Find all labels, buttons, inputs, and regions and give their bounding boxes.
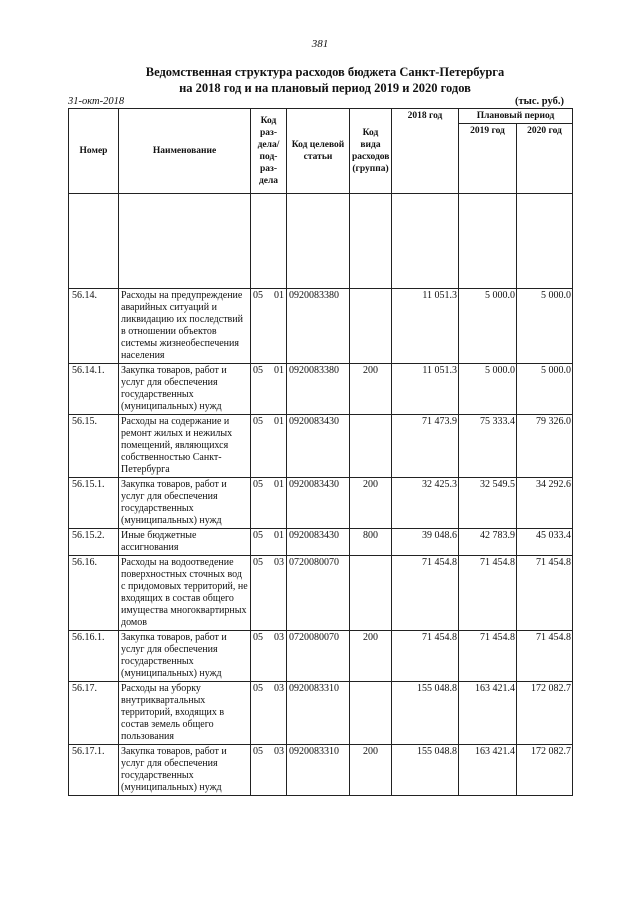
- row-expense-type: 200: [350, 478, 392, 529]
- page-title: [60, 64, 590, 96]
- row-amount-2019: 71 454.8: [459, 631, 517, 682]
- row-amount-2019: 5 000.0: [459, 364, 517, 415]
- row-target-code: 0920083380: [287, 364, 350, 415]
- row-number: 56.15.: [69, 415, 119, 478]
- row-amount-2019: 163 421.4: [459, 682, 517, 745]
- row-subsection: 03: [268, 631, 287, 682]
- units-label: (тыс. руб.): [515, 96, 564, 107]
- row-amount-2020: 172 082.7: [517, 745, 573, 796]
- header-2018: 2018 год: [392, 109, 459, 194]
- row-expense-type: [350, 556, 392, 631]
- row-subsection: 01: [268, 478, 287, 529]
- table-row: [69, 529, 573, 556]
- row-name: Закупка товаров, работ и услуг для обеспечения государственных (муниципальных) нужд: [119, 631, 251, 682]
- row-number: 56.17.1.: [69, 745, 119, 796]
- table-row: [69, 478, 573, 529]
- row-amount-2018: 11 051.3: [392, 364, 459, 415]
- table-row: [69, 364, 573, 415]
- table-body: [69, 194, 573, 796]
- row-number: 56.16.: [69, 556, 119, 631]
- header-number: Номер: [69, 109, 119, 194]
- row-expense-type: [350, 682, 392, 745]
- title-line-1: Ведомственная структура расходов бюджета Санкт-Петербурга: [145, 65, 505, 79]
- row-amount-2019: 75 333.4: [459, 415, 517, 478]
- row-name: Расходы на содержание и ремонт жилых и нежилых помещений, являющихся собственностью Санкт-Петербурга: [119, 415, 251, 478]
- row-amount-2018: 39 048.6: [392, 529, 459, 556]
- table-row: [69, 289, 573, 364]
- row-amount-2020: 5 000.0: [517, 364, 573, 415]
- row-amount-2020: 45 033.4: [517, 529, 573, 556]
- row-section: 05: [251, 478, 268, 529]
- row-target-code: 0920083430: [287, 529, 350, 556]
- header-planned-period: Плановый период: [459, 109, 573, 124]
- row-name: Закупка товаров, работ и услуг для обеспечения государственных (муниципальных) нужд: [119, 478, 251, 529]
- row-name: Закупка товаров, работ и услуг для обеспечения государственных (муниципальных) нужд: [119, 364, 251, 415]
- row-section: 05: [251, 631, 268, 682]
- row-subsection: 03: [268, 556, 287, 631]
- header-section: Код раз- дела/ под- раз- дела: [251, 109, 287, 194]
- spacer-row: [69, 194, 573, 289]
- row-amount-2019: 42 783.9: [459, 529, 517, 556]
- row-number: 56.15.2.: [69, 529, 119, 556]
- row-name: Расходы на водоотведение поверхностных сточных вод с придомовых территорий, не входящих в состав общего имущества многоквартирных домов: [119, 556, 251, 631]
- row-subsection: 01: [268, 364, 287, 415]
- title-line-2: на 2018 год и на плановый период 2019 и 2020 годов: [179, 81, 471, 95]
- header-2019: 2019 год: [459, 124, 517, 194]
- row-amount-2018: 32 425.3: [392, 478, 459, 529]
- row-amount-2019: 5 000.0: [459, 289, 517, 364]
- header-name: Наименование: [119, 109, 251, 194]
- row-target-code: 0720080070: [287, 556, 350, 631]
- row-amount-2019: 163 421.4: [459, 745, 517, 796]
- row-number: 56.15.1.: [69, 478, 119, 529]
- row-number: 56.17.: [69, 682, 119, 745]
- budget-table: [68, 108, 573, 796]
- row-target-code: 0920083380: [287, 289, 350, 364]
- row-section: 05: [251, 415, 268, 478]
- row-expense-type: [350, 415, 392, 478]
- row-name: Закупка товаров, работ и услуг для обеспечения государственных (муниципальных) нужд: [119, 745, 251, 796]
- document-date: 31-окт-2018: [68, 96, 125, 107]
- row-name: Расходы на предупреждение аварийных ситуаций и ликвидацию их последствий в отношении объектов системы жизнеобеспечения населения: [119, 289, 251, 364]
- row-amount-2020: 34 292.6: [517, 478, 573, 529]
- row-number: 56.16.1.: [69, 631, 119, 682]
- row-target-code: 0920083310: [287, 682, 350, 745]
- row-amount-2018: 155 048.8: [392, 745, 459, 796]
- row-amount-2018: 11 051.3: [392, 289, 459, 364]
- row-subsection: 03: [268, 682, 287, 745]
- row-amount-2018: 71 454.8: [392, 556, 459, 631]
- table-row: [69, 631, 573, 682]
- table-row: [69, 682, 573, 745]
- row-amount-2019: 71 454.8: [459, 556, 517, 631]
- table-row: [69, 415, 573, 478]
- row-target-code: 0920083430: [287, 478, 350, 529]
- row-section: 05: [251, 529, 268, 556]
- row-amount-2018: 71 473.9: [392, 415, 459, 478]
- header-target: Код целевой статьи: [287, 109, 350, 194]
- row-subsection: 01: [268, 289, 287, 364]
- row-expense-type: [350, 289, 392, 364]
- row-expense-type: 200: [350, 745, 392, 796]
- header-2020: 2020 год: [517, 124, 573, 194]
- row-section: 05: [251, 745, 268, 796]
- header-expense-type: Код вида расходов (группа): [350, 109, 392, 194]
- row-name: Расходы на уборку внутриквартальных территорий, входящих в состав земель общего пользования: [119, 682, 251, 745]
- row-amount-2020: 172 082.7: [517, 682, 573, 745]
- table-row: [69, 745, 573, 796]
- row-target-code: 0720080070: [287, 631, 350, 682]
- row-amount-2018: 71 454.8: [392, 631, 459, 682]
- row-subsection: 01: [268, 529, 287, 556]
- table-row: [69, 556, 573, 631]
- row-target-code: 0920083430: [287, 415, 350, 478]
- row-section: 05: [251, 364, 268, 415]
- page-number: 381: [311, 38, 329, 50]
- row-amount-2020: 79 326.0: [517, 415, 573, 478]
- row-name: Иные бюджетные ассигнования: [119, 529, 251, 556]
- row-amount-2020: 71 454.8: [517, 631, 573, 682]
- row-subsection: 03: [268, 745, 287, 796]
- row-number: 56.14.: [69, 289, 119, 364]
- row-expense-type: 800: [350, 529, 392, 556]
- row-section: 05: [251, 682, 268, 745]
- row-expense-type: 200: [350, 631, 392, 682]
- row-amount-2019: 32 549.5: [459, 478, 517, 529]
- row-number: 56.14.1.: [69, 364, 119, 415]
- row-amount-2018: 155 048.8: [392, 682, 459, 745]
- row-subsection: 01: [268, 415, 287, 478]
- row-amount-2020: 71 454.8: [517, 556, 573, 631]
- row-expense-type: 200: [350, 364, 392, 415]
- row-section: 05: [251, 556, 268, 631]
- row-section: 05: [251, 289, 268, 364]
- row-amount-2020: 5 000.0: [517, 289, 573, 364]
- row-target-code: 0920083310: [287, 745, 350, 796]
